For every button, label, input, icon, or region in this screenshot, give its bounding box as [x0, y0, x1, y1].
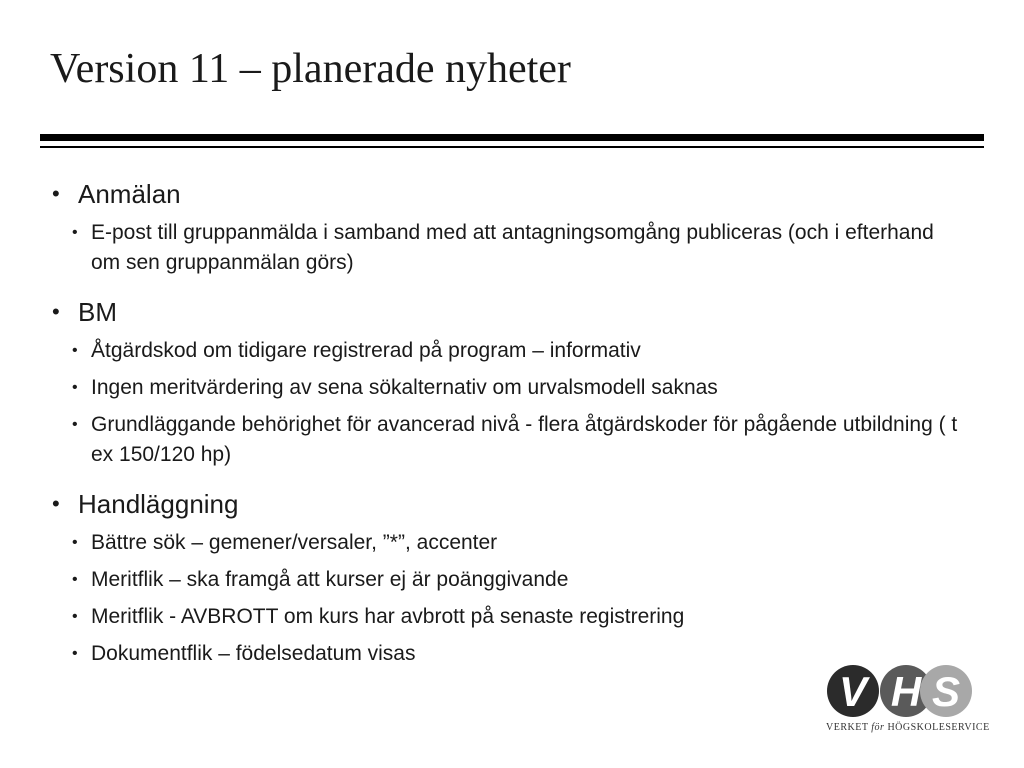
logo-letter-s: S — [931, 668, 961, 715]
bullet-dot: • — [72, 571, 78, 588]
list-item-text: Meritflik – ska framgå att kurser ej är poänggivande — [91, 568, 569, 591]
logo-letter-v: V — [838, 668, 868, 715]
section-heading-text: Anmälan — [78, 179, 181, 209]
bullet-dot: • — [52, 491, 60, 516]
bullet-list — [48, 174, 968, 683]
list-item-text: E-post till gruppanmälda i samband med att antagningsomgång publiceras (och i efterhand om sen gruppanmälan görs) — [91, 221, 934, 274]
list-item — [48, 336, 968, 366]
section-handlaggning — [48, 484, 968, 669]
logo-caption — [826, 722, 988, 733]
bullet-dot: • — [72, 342, 78, 359]
logo-letter-h: H — [890, 668, 922, 715]
list-item — [48, 602, 968, 632]
title-divider-thick — [40, 134, 984, 141]
slide-title: Version 11 – planerade nyheter — [50, 46, 571, 92]
list-item-text: Meritflik - AVBROTT om kurs har avbrott på senaste registrering — [91, 605, 685, 628]
list-item-text: Grundläggande behörighet för avancerad nivå - flera åtgärdskoder för pågående utbildning ( t ex 150/120 hp) — [91, 413, 958, 466]
bullet-dot: • — [72, 224, 78, 241]
list-item-text: Dokumentflik – födelsedatum visas — [91, 642, 416, 665]
list-item — [48, 528, 968, 558]
section-heading — [48, 484, 968, 524]
list-item — [48, 565, 968, 595]
bullet-dot: • — [72, 645, 78, 662]
bullet-dot: • — [72, 379, 78, 396]
logo-caption-post: HÖGSKOLESERVICE — [884, 722, 990, 733]
bullet-dot: • — [52, 181, 60, 206]
logo-caption-pre: VERKET — [826, 722, 872, 733]
bullet-dot: • — [72, 534, 78, 551]
logo-caption-mid: för — [871, 722, 885, 733]
list-item-text: Ingen meritvärdering av sena sökalternativ om urvalsmodell saknas — [91, 376, 718, 399]
bullet-dot: • — [72, 608, 78, 625]
section-heading — [48, 174, 968, 214]
list-item-text: Bättre sök – gemener/versaler, ”*”, accenter — [91, 531, 498, 554]
list-item-text: Åtgärdskod om tidigare registrerad på program – informativ — [91, 339, 641, 362]
section-heading — [48, 292, 968, 332]
section-anmalan — [48, 174, 968, 278]
section-heading-text: BM — [78, 297, 117, 327]
section-heading-text: Handläggning — [78, 489, 239, 519]
title-divider-thin — [40, 146, 984, 148]
bullet-dot: • — [52, 299, 60, 324]
section-bm — [48, 292, 968, 470]
list-item — [48, 410, 968, 470]
bullet-dot: • — [72, 416, 78, 433]
list-item — [48, 218, 968, 278]
list-item — [48, 373, 968, 403]
